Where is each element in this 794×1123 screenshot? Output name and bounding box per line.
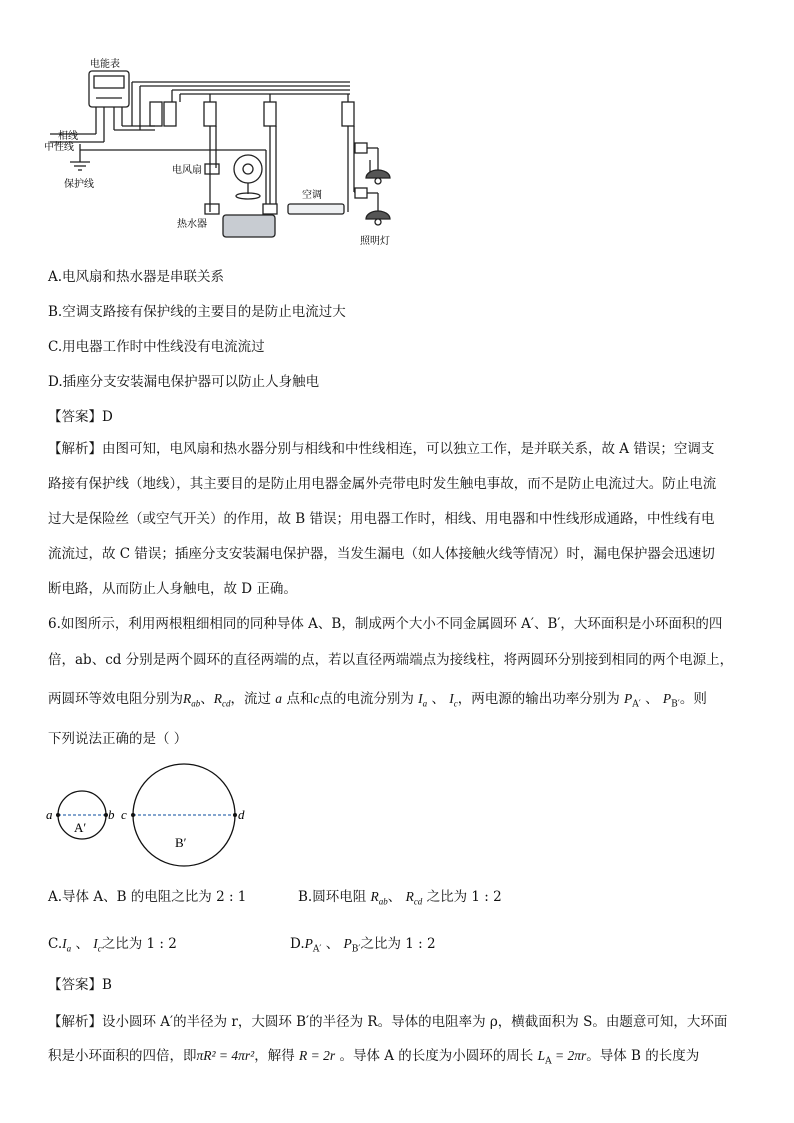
fan-label: 电风扇 — [172, 165, 202, 176]
ring-a-label: A′ — [74, 820, 87, 835]
q6-option-c: $C.I_a$ 、 $I_c$之比为 1 : 2 — [48, 936, 177, 954]
q6-option-d: $D.P_{A'}$ 、 $P_{B'}$之比为 1 : 2 — [290, 936, 436, 955]
ground-wire-label: 保护线 — [64, 179, 94, 190]
q5-analysis-line-2: 路接有保护线（地线），其主要目的是防止用电器金属外壳带电时发生触电事故，而不是防止电流过大。防止电流 — [48, 476, 717, 492]
household-circuit-diagram — [40, 52, 410, 252]
live-wire-label: 相线 — [58, 131, 78, 142]
q5-option-c: C.用电器工作时中性线没有电流流过 — [48, 339, 265, 355]
q5-analysis-line-1: 【解析】由图可知，电风扇和热水器分别与相线和中性线相连，可以独立工作，是并联关系，故 A 错误；空调支 — [48, 441, 715, 457]
q6-analysis-line-2: 积是小环面积的四倍，即πR² = 4πr²，解得 R = 2r 。导体 A 的长度为小圆环的周长 $L_A = 2\pi r$。导体 B 的长度为 — [48, 1048, 700, 1067]
equation-radius: R = 2r — [299, 1048, 336, 1063]
q5-option-a: A.电风扇和热水器是串联关系 — [48, 269, 225, 285]
equation-area: πR² = 4πr² — [196, 1048, 255, 1063]
q5-analysis-line-5: 断电路，从而防止人身触电，故 D 正确。 — [48, 581, 297, 597]
q5-analysis-line-3: 过大是保险丝（或空气开关）的作用，故 B 错误；用电器工作时，相线、用电器和中性线形成通路，中性线有电 — [48, 511, 715, 527]
heater-label: 热水器 — [177, 219, 207, 230]
q6-analysis-line-1: 【解析】设小圆环 A′的半径为 r，大圆环 B′的半径为 R。导体的电阻率为 ρ，横截面积为 S。由题意可知，大环面 — [48, 1014, 728, 1030]
q5-analysis-line-4: 流流过，故 C 错误；插座分支安装漏电保护器，当发生漏电（如人体接触火线等情况）时，漏电保护器会迅速切 — [48, 546, 715, 562]
ac-label: 空调 — [302, 190, 322, 201]
lamp-label: 照明灯 — [360, 236, 390, 247]
point-c-label: c — [121, 807, 127, 822]
q6-stem-line-1: 6.如图所示，利用两根粗细相同的同种导体 A、B，制成两个大小不同金属圆环 A′、B′，大环面积是小环面积的四 — [48, 616, 723, 632]
point-d-label: d — [238, 807, 245, 822]
q6-stem-line-3: 两圆环等效电阻分别为$R_{ab}$、$R_{cd}$，流过 a 点和c点的电流分别为 $I_a$ 、 $I_c$，两电源的输出功率分别为 $P_{A'}$ 、 $P_{B'}$。则 — [48, 691, 707, 710]
q6-stem-line-4: 下列说法正确的是（ ） — [48, 731, 188, 747]
q6-option-a: A.导体 A、B 的电阻之比为 2 : 1 — [48, 889, 247, 905]
q5-option-d: D.插座分支安装漏电保护器可以防止人身触电 — [48, 374, 320, 390]
q5-option-b: B.空调支路接有保护线的主要目的是防止电流过大 — [48, 304, 346, 320]
q6-stem-line-2: 倍，ab、cd 分别是两个圆环的直径两端的点，若以直径两端端点为接线柱，将两圆环分别接到相同的两个电源上， — [48, 652, 734, 668]
neutral-wire-label: 中性线 — [44, 142, 74, 153]
point-a-label: a — [46, 807, 53, 822]
q6-answer: 【答案】B — [48, 977, 112, 993]
meter-label: 电能表 — [90, 59, 120, 70]
rings-figure — [40, 760, 260, 870]
ring-b-label: B′ — [175, 835, 187, 850]
point-b-label: b — [108, 807, 115, 822]
q5-answer: 【答案】D — [48, 409, 113, 425]
q6-option-b: B.圆环电阻 $R_{ab}$、 $R_{cd}$ 之比为 1 : 2 — [298, 889, 502, 907]
